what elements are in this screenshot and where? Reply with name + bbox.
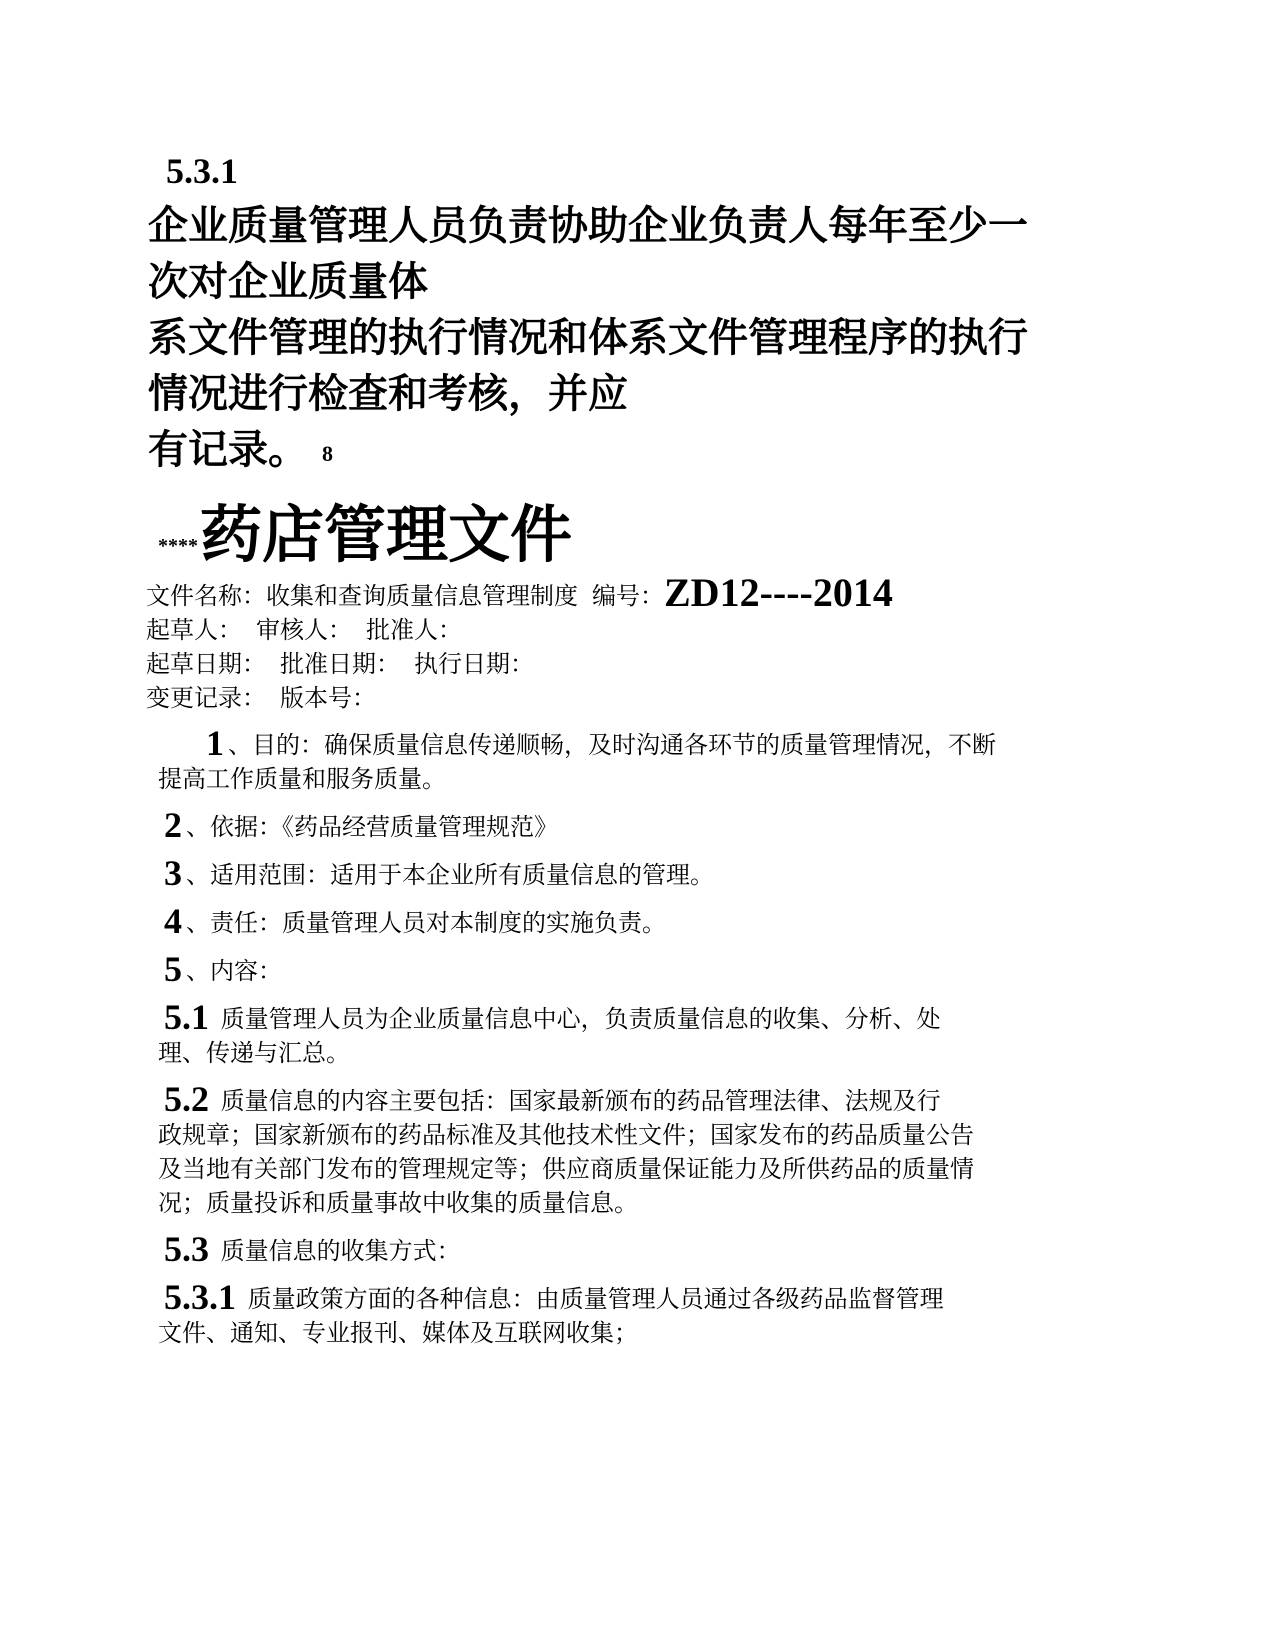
section-line bbox=[158, 853, 1058, 893]
section-text: 、目的：确保质量信息传递顺畅，及时沟通各环节的质量管理情况，不断 bbox=[228, 731, 996, 759]
page-number: 8 bbox=[322, 441, 333, 466]
section-5 bbox=[158, 949, 1058, 989]
section-line: 况；质量投诉和质量事故中收集的质量信息。 bbox=[158, 1189, 638, 1217]
section-line bbox=[158, 805, 1058, 845]
section-line bbox=[158, 997, 1058, 1037]
clause-line-text: 有记录。 bbox=[148, 427, 308, 473]
version-label: 版本号： bbox=[280, 684, 376, 712]
section-5-3 bbox=[158, 1229, 1058, 1269]
section-text: 质量管理人员为企业质量信息中心，负责质量信息的收集、分析、处 bbox=[213, 1005, 941, 1033]
section-line: 提高工作质量和服务质量。 bbox=[158, 765, 446, 793]
section-line bbox=[158, 949, 1058, 989]
meta-row-file bbox=[146, 570, 893, 615]
section-text: 、依据：《药品经营质量管理规范》 bbox=[186, 813, 558, 841]
section-text: 、适用范围：适用于本企业所有质量信息的管理。 bbox=[186, 861, 714, 889]
section-5-1 bbox=[158, 997, 1058, 1070]
section-number: 5.3 bbox=[164, 1229, 209, 1269]
section-line bbox=[158, 1079, 1058, 1119]
section-line bbox=[158, 901, 1058, 941]
title-main: 药店管理文件 bbox=[200, 498, 573, 571]
section-line: 政规章；国家新颁布的药品标准及其他技术性文件；国家发布的药品质量公告 bbox=[158, 1121, 974, 1149]
drafter-label: 起草人： bbox=[146, 616, 242, 644]
clause-line: 情况进行检查和考核，并应 bbox=[148, 371, 628, 417]
top-clause bbox=[148, 148, 1148, 482]
section-line bbox=[158, 723, 1058, 763]
section-number: 5 bbox=[164, 949, 182, 989]
clause-line: 系文件管理的执行情况和体系文件管理程序的执行 bbox=[148, 315, 1028, 361]
clause-number: 5.3.1 bbox=[166, 151, 238, 191]
section-number: 4 bbox=[164, 901, 182, 941]
document-body bbox=[158, 723, 1058, 1362]
effective-date-label: 执行日期： bbox=[414, 650, 534, 678]
section-number: 3 bbox=[164, 853, 182, 893]
file-name-label: 文件名称：收集和查询质量信息管理制度 bbox=[146, 582, 578, 610]
document-metadata bbox=[146, 570, 893, 715]
section-3 bbox=[158, 853, 1058, 893]
clause-line-last bbox=[148, 422, 1148, 482]
meta-row-version bbox=[146, 681, 893, 715]
section-line: 文件、通知、专业报刊、媒体及互联网收集； bbox=[158, 1319, 638, 1347]
section-text: 、责任：质量管理人员对本制度的实施负责。 bbox=[186, 909, 666, 937]
section-1 bbox=[158, 723, 1058, 796]
title-prefix: **** bbox=[158, 535, 198, 557]
section-number: 5.3.1 bbox=[164, 1277, 236, 1317]
section-5-3-1 bbox=[158, 1277, 1058, 1350]
clause-line: 次对企业质量体 bbox=[148, 259, 428, 305]
section-number: 2 bbox=[164, 805, 182, 845]
section-number: 5.2 bbox=[164, 1079, 209, 1119]
code-label: 编号： bbox=[592, 582, 664, 610]
section-2 bbox=[158, 805, 1058, 845]
reviewer-label: 审核人： bbox=[256, 616, 352, 644]
section-number: 5.1 bbox=[164, 997, 209, 1037]
clause-line: 企业质量管理人员负责协助企业负责人每年至少一 bbox=[148, 203, 1028, 249]
section-line bbox=[158, 1277, 1058, 1317]
section-5-2 bbox=[158, 1079, 1058, 1220]
section-line bbox=[158, 1229, 1058, 1269]
meta-row-dates bbox=[146, 647, 893, 681]
approver-label: 批准人： bbox=[366, 616, 462, 644]
section-text: 质量信息的收集方式： bbox=[213, 1237, 461, 1265]
document-title bbox=[158, 495, 572, 575]
section-number: 1 bbox=[206, 723, 224, 763]
code-value: ZD12----2014 bbox=[664, 570, 893, 615]
change-record-label: 变更记录： bbox=[146, 684, 266, 712]
section-4 bbox=[158, 901, 1058, 941]
draft-date-label: 起草日期： bbox=[146, 650, 266, 678]
section-text: 质量信息的内容主要包括：国家最新颁布的药品管理法律、法规及行 bbox=[213, 1087, 941, 1115]
section-line: 理、传递与汇总。 bbox=[158, 1039, 350, 1067]
approve-date-label: 批准日期： bbox=[280, 650, 400, 678]
section-text: 质量政策方面的各种信息：由质量管理人员通过各级药品监督管理 bbox=[240, 1285, 944, 1313]
section-text: 、内容： bbox=[186, 957, 282, 985]
meta-row-people bbox=[146, 613, 893, 647]
section-line: 及当地有关部门发布的管理规定等；供应商质量保证能力及所供药品的质量情 bbox=[158, 1155, 974, 1183]
